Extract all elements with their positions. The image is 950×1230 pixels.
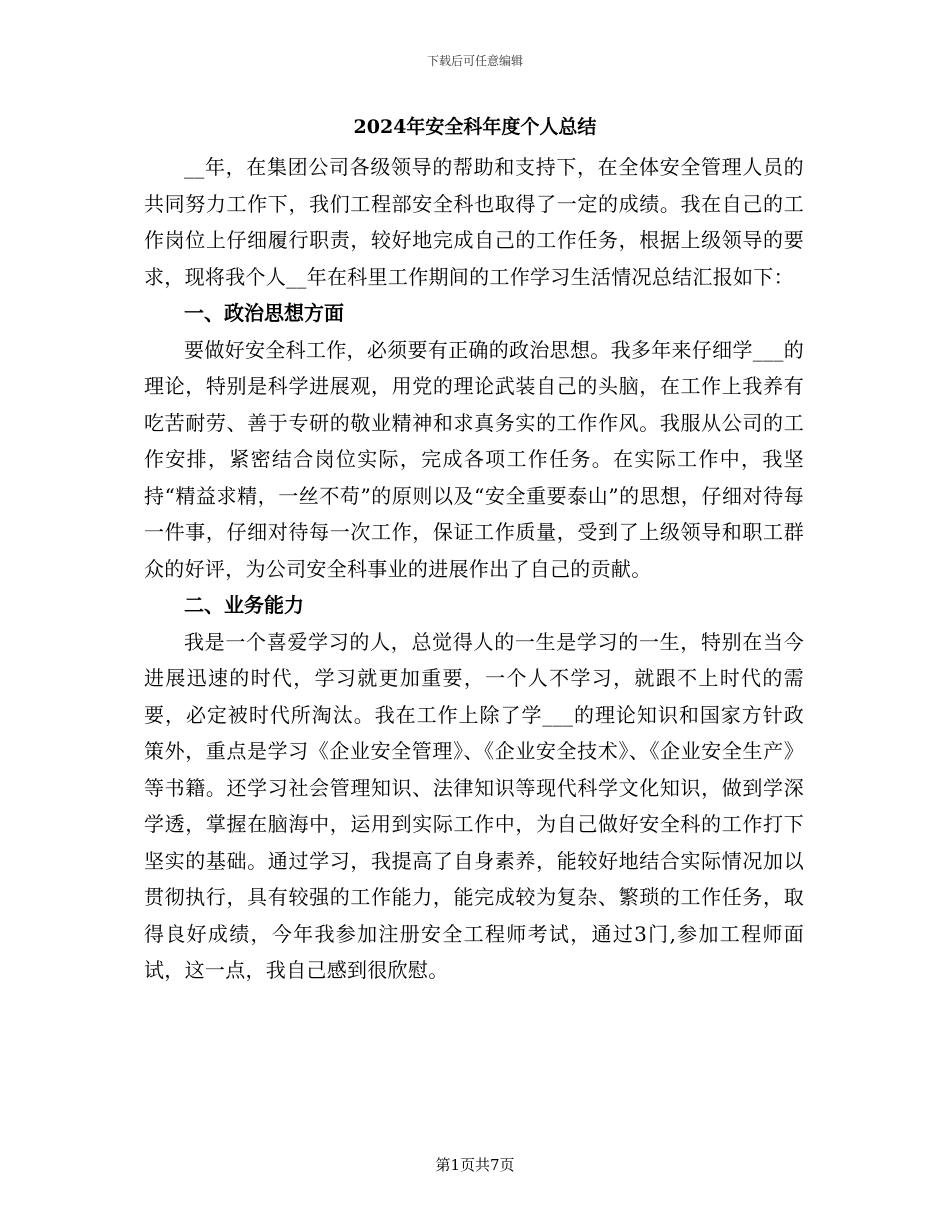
section-heading-business: 二、业务能力 [184,593,304,617]
section-paragraph-political: 要做好安全科工作，必须要有正确的政治思想。我多年来仔细学___的理论，特别是科学进展观，用党的理论武装自己的头脑，在工作上我养有吃苦耐劳、善于专研的敬业精神和求真务实的工作作风。我服从公司的工作安排，紧密结合岗位实际，完成各项工作任务。在实际工作中，我坚持“精益求精，一丝不苟”的原则以及“安全重要泰山”的思想，仔细对待每一件事，仔细对待每一次工作，保证工作质量，受到了上级领导和职工群众的好评，为公司安全科事业的进展作出了自己的贡献。 [144,337,804,581]
intro-paragraph: __年，在集团公司各级领导的帮助和支持下，在全体安全管理人员的共同努力工作下，我们工程部安全科也取得了一定的成绩。我在自己的工作岗位上仔细履行职责，较好地完成自己的工作任务，根据上级领导的要求，现将我个人__年在科里工作期间的工作学习生活情况总结汇报如下： [144,155,804,289]
section-heading-political: 一、政治思想方面 [184,301,344,325]
section-paragraph-business: 我是一个喜爱学习的人，总觉得人的一生是学习的一生，特别在当今进展迅速的时代，学习就更加重要，一个人不学习，就跟不上时代的需要，必定被时代所淘汰。我在工作上除了学___的理论知识和国家方针政策外，重点是学习《企业安全管理》、《企业安全技术》、《企业安全生产》等书籍。还学习社会管理知识、法律知识等现代科学文化知识，做到学深学透，掌握在脑海中，运用到实际工作中，为自己做好安全科的工作打下坚实的基础。通过学习，我提高了自身素养，能较好地结合实际情况加以贯彻执行，具有较强的工作能力，能完成较为复杂、繁琐的工作任务，取得良好成绩，今年我参加注册安全工程师考试，通过3门,参加工程师面试，这一点，我自己感到很欣慰。 [144,629,804,982]
page-number: 第1页共7页 [435,1156,515,1174]
document-title: 2024年安全科年度个人总结 [353,116,597,138]
header-note: 下载后可任意编辑 [426,54,523,68]
document-body [144,149,804,989]
